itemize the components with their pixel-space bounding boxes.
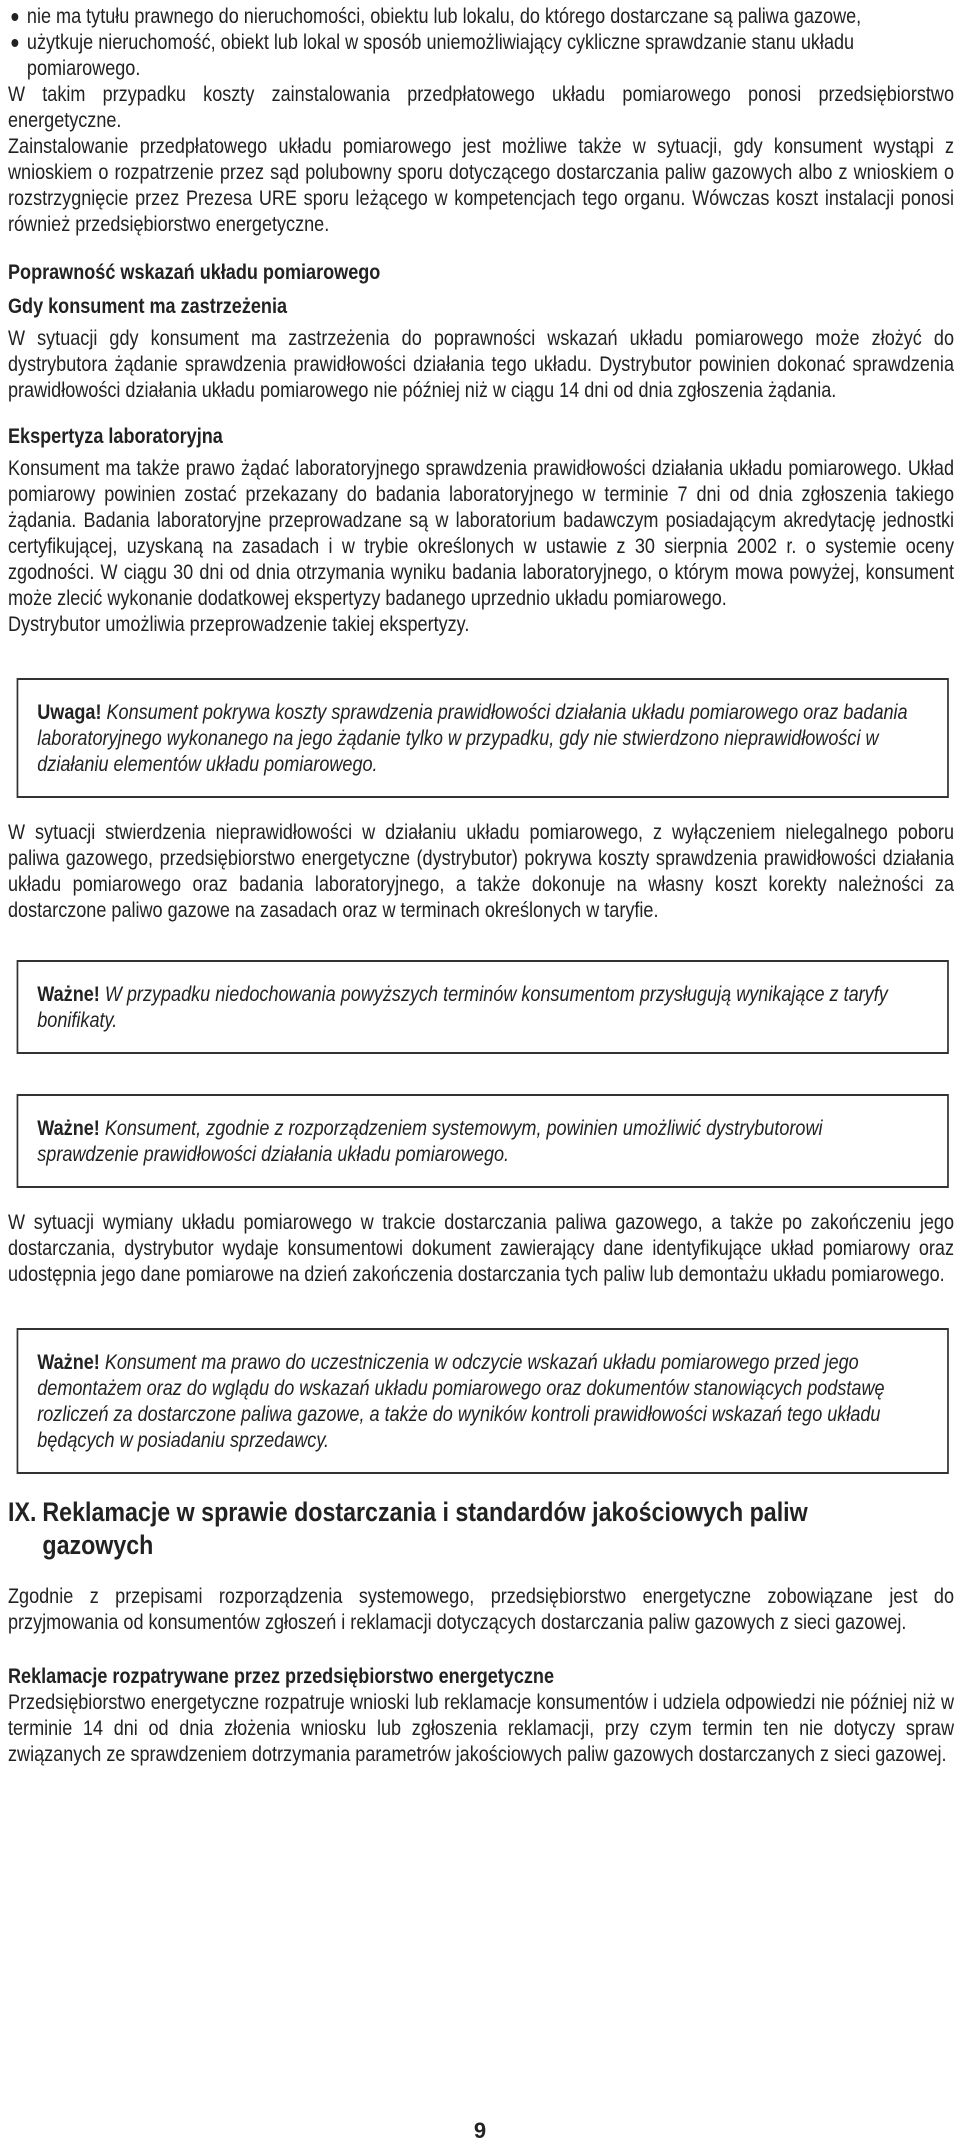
section-heading: Poprawność wskazań układu pomiarowego xyxy=(8,261,381,284)
note-label: Ważne! xyxy=(37,1117,100,1140)
subsection-heading: Gdy konsument ma zastrzeżenia xyxy=(8,295,288,318)
note-label: Uwaga! xyxy=(37,701,102,724)
bullet-list xyxy=(8,4,954,82)
note-text: Konsument, zgodnie z rozporządzeniem systemowym, powinien umożliwić dystrybutorowi sprawdzenie prawidłowości działania układu pomiarowego. xyxy=(37,1117,823,1166)
important-box xyxy=(17,960,949,1054)
paragraph: W sytuacji wymiany układu pomiarowego w trakcie dostarczania paliwa gazowego, a także po zakończeniu jego dostarczania, dystrybutor wydaje konsumentowi dokument zawierający dane identyfikujące układ pomiarowy oraz udostępnia jego dane pomiarowe na dzień zakończenia dostarczania tych paliw lub demontażu układu pomiarowego. xyxy=(8,1211,954,1286)
subsection-heading: Ekspertyza laboratoryjna xyxy=(8,425,223,448)
paragraph: Zainstalowanie przedpłatowego układu pomiarowego jest możliwe także w sytuacji, gdy konsument wystąpi z wnioskiem o rozpatrzenie przez sąd polubowny sporu dotyczącego dostarczania paliw gazowych albo z wnioskiem o rozstrzygnięcie przez Prezesa URE sporu leżącego w kompetencjach tego organu. Wówczas koszt instalacji ponosi również przedsiębiorstwo energetyczne. xyxy=(8,135,954,236)
note-label: Ważne! xyxy=(37,983,100,1006)
paragraph: W takim przypadku koszty zainstalowania przedpłatowego układu pomiarowego ponosi przedsiębiorstwo energetyczne. xyxy=(8,83,954,132)
important-box xyxy=(17,1328,949,1474)
chapter-title-line: Reklamacje w sprawie dostarczania i standardów jakościowych paliw xyxy=(42,1497,808,1527)
chapter-heading xyxy=(8,1496,954,1562)
paragraph: Dystrybutor umożliwia przeprowadzenie takiej ekspertyzy. xyxy=(8,613,470,636)
list-item: nie ma tytułu prawnego do nieruchomości, obiektu lub lokalu, do którego dostarczane są paliwa gazowe, xyxy=(8,4,954,30)
note-label: Ważne! xyxy=(37,1351,100,1374)
page-number: 9 xyxy=(473,2118,487,2143)
chapter-number: IX. xyxy=(8,1497,37,1527)
note-text: Konsument ma prawo do uczestniczenia w odczycie wskazań układu pomiarowego przed jego demontażem oraz do wglądu do wskazań układu pomiarowego oraz dokumentów stanowiących podstawę rozliczeń za dostarczone paliwa gazowe, a także do wyników kontroli prawidłowości wskazań tego układu będących w posiadaniu sprzedawcy. xyxy=(37,1351,885,1452)
paragraph: Konsument ma także prawo żądać laboratoryjnego sprawdzenia prawidłowości działania układu pomiarowego. Układ pomiarowy powinien zostać przekazany do badania laboratoryjnego w terminie 7 dni od dnia zgłoszenia takiego żądania. Badania laboratoryjne przeprowadzane są w laboratorium badawczym posiadającym akredytację jednostki certyfikującej, uzyskaną na zasadach i w trybie określonych w ustawie z 30 sierpnia 2002 r. o systemie oceny zgodności. W ciągu 30 dni od dnia otrzymania wyniku badania laboratoryjnego, o którym mowa powyżej, konsument może zlecić wykonanie dodatkowej ekspertyzy badanego uprzednio układu pomiarowego. xyxy=(8,457,954,610)
chapter-title-line: gazowych xyxy=(42,1530,154,1560)
document-page xyxy=(8,0,954,1768)
list-item: użytkuje nieruchomość, obiekt lub lokal w sposób uniemożliwiający cykliczne sprawdzanie stanu układu pomiarowego. xyxy=(8,30,954,82)
subsection-heading: Reklamacje rozpatrywane przez przedsiębiorstwo energetyczne xyxy=(8,1665,555,1688)
paragraph: Przedsiębiorstwo energetyczne rozpatruje wnioski lub reklamacje konsumentów i udziela odpowiedzi nie później niż w terminie 14 dni od dnia złożenia wniosku lub zgłoszenia reklamacji, przy czym termin ten nie dotyczy spraw związanych ze sprawdzeniem dotrzymania parametrów jakościowych paliw gazowych dostarczanych z sieci gazowej. xyxy=(8,1691,954,1766)
paragraph: Zgodnie z przepisami rozporządzenia systemowego, przedsiębiorstwo energetyczne zobowiązane jest do przyjmowania od konsumentów zgłoszeń i reklamacji dotyczących dostarczania paliw gazowych z sieci gazowej. xyxy=(8,1585,954,1634)
note-text: W przypadku niedochowania powyższych terminów konsumentom przysługują wynikające z taryfy bonifikaty. xyxy=(37,983,888,1032)
note-text: Konsument pokrywa koszty sprawdzenia prawidłowości działania układu pomiarowego oraz badania laboratoryjnego wykonanego na jego żądanie tylko w przypadku, gdy nie stwierdzono nieprawidłowości w działaniu elementów układu pomiarowego. xyxy=(37,701,908,776)
paragraph: W sytuacji gdy konsument ma zastrzeżenia do poprawności wskazań układu pomiarowego może złożyć do dystrybutora żądanie sprawdzenia prawidłowości działania tego układu. Dystrybutor powinien dokonać sprawdzenia prawidłowości działania układu pomiarowego nie później niż w ciągu 14 dni od dnia zgłoszenia żądania. xyxy=(8,327,954,402)
note-box xyxy=(17,678,949,798)
important-box xyxy=(17,1094,949,1188)
paragraph: W sytuacji stwierdzenia nieprawidłowości w działaniu układu pomiarowego, z wyłączeniem nielegalnego poboru paliwa gazowego, przedsiębiorstwo energetyczne (dystrybutor) pokrywa koszty sprawdzenia prawidłowości działania układu pomiarowego oraz badania laboratoryjnego, a także dokonuje na własny koszt korekty należności za dostarczone paliwo gazowe na zasadach oraz w terminach określonych w taryfie. xyxy=(8,821,954,922)
